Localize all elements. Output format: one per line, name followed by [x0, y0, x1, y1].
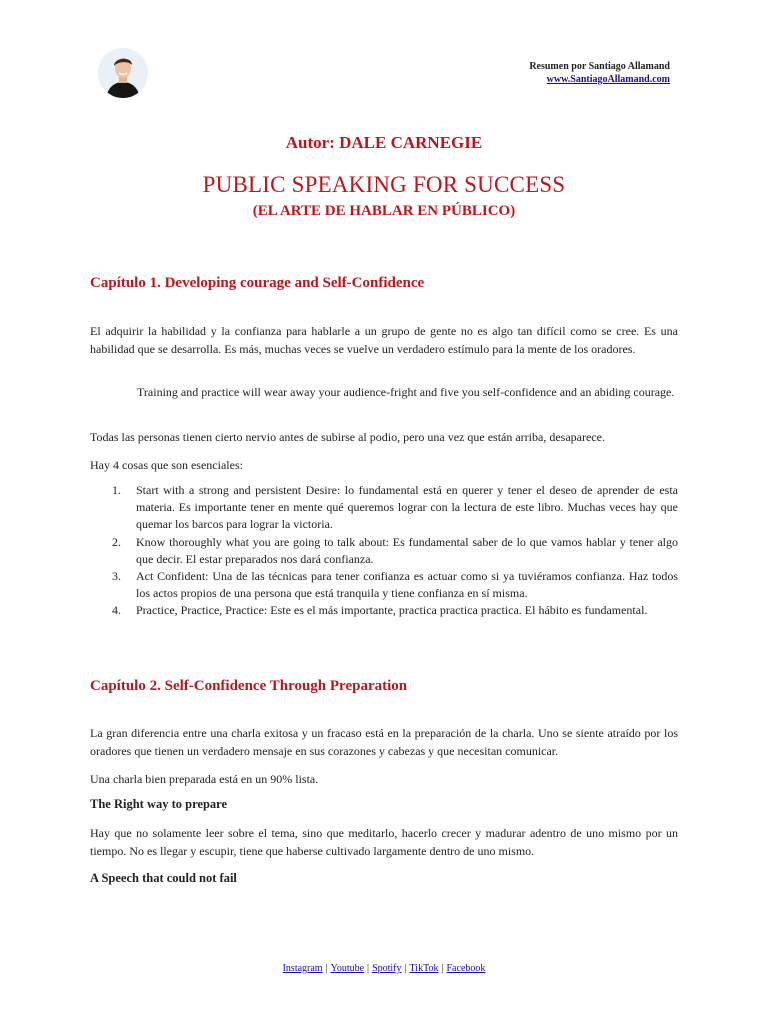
chapter-1-paragraph-2: Todas las personas tienen cierto nervio antes de subirse al podio, pero una vez que están arriba, desaparece.: [90, 430, 605, 444]
book-title: PUBLIC SPEAKING FOR SUCCESS: [202, 172, 566, 197]
author-photo-icon: [98, 48, 148, 98]
chapter-1-intro: El adquirir la habilidad y la confianza para hablarle a un grupo de gente no es algo tan difícil como se cree. Es una habilidad que se desarrolla. Es más, muchas veces se vuelve un verdadero estímulo para la mente de los oradores.: [90, 324, 678, 356]
header-info: [529, 60, 670, 86]
chapter-1-heading: Capítulo 1. Developing courage and Self-Confidence: [90, 275, 425, 291]
author-line: Autor: DALE CARNEGIE: [285, 133, 483, 152]
website-link[interactable]: www.SantiagoAllamand.com: [546, 74, 670, 85]
subheading-right-way: The Right way to prepare: [90, 797, 228, 811]
essentials-list: [90, 482, 678, 620]
tiktok-link[interactable]: TikTok: [409, 963, 439, 974]
facebook-link[interactable]: Facebook: [446, 963, 486, 974]
list-item: 2. Know thoroughly what you are going to talk about: Es fundamental saber de lo que vamos hablar y tener algo que decir. El estar preparados nos dará confianza.: [112, 534, 678, 566]
book-subtitle: (EL ARTE DE HABLAR EN PÚBLICO): [252, 203, 516, 219]
chapter-2-paragraph-2: Una charla bien preparada está en un 90% lista.: [90, 772, 319, 786]
list-item: 4. Practice, Practice, Practice: Este es el más importante, practica practica practica. El hábito es fundamental.: [112, 603, 648, 618]
youtube-link[interactable]: Youtube: [330, 963, 365, 974]
instagram-link[interactable]: Instagram: [282, 963, 323, 974]
author-avatar: [98, 48, 148, 98]
footer-links: Instagram | Youtube | Spotify | TikTok | Facebook: [282, 963, 486, 974]
list-item: 3. Act Confident: Una de las técnicas para tener confianza es actuar como si ya tuviéramos confianza. Haz todos los actos propios de una persona que está tranquila y tiene confianza en sí misma.: [112, 569, 678, 601]
subheading-speech: A Speech that could not fail: [90, 871, 237, 885]
spotify-link[interactable]: Spotify: [372, 963, 402, 974]
chapter-1-quote: Training and practice will wear away your audience-fright and five you self-confidence and an abiding courage.: [137, 385, 675, 399]
list-item: 1. Start with a strong and persistent Desire: lo fundamental está en querer y tener el deseo de aprender de esta materia. Es importante tener en mente qué queremos lograr con la lectura de este libro. Muchas veces hay que quemar los barcos para lograr la victoria.: [112, 483, 678, 532]
summary-credit: Resumen por Santiago Allamand: [529, 61, 670, 72]
chapter-2-paragraph-3: Hay que no solamente leer sobre el tema, sino que meditarlo, hacerlo crecer y madurar adentro de uno mismo por un tiempo. No es llegar y escupir, tiene que haberse cultivado largamente dentro de uno mismo.: [90, 826, 678, 858]
chapter-2-paragraph-1: La gran diferencia entre una charla exitosa y un fracaso está en la preparación de la charla. Uno se siente atraído por los oradores que tienen un verdadero mensaje en sus corazones y cabezas y que necesitan comunicar.: [90, 726, 678, 758]
chapter-1-paragraph-3: Hay 4 cosas que son esenciales:: [90, 458, 243, 472]
chapter-2-heading: Capítulo 2. Self-Confidence Through Preparation: [90, 678, 408, 694]
